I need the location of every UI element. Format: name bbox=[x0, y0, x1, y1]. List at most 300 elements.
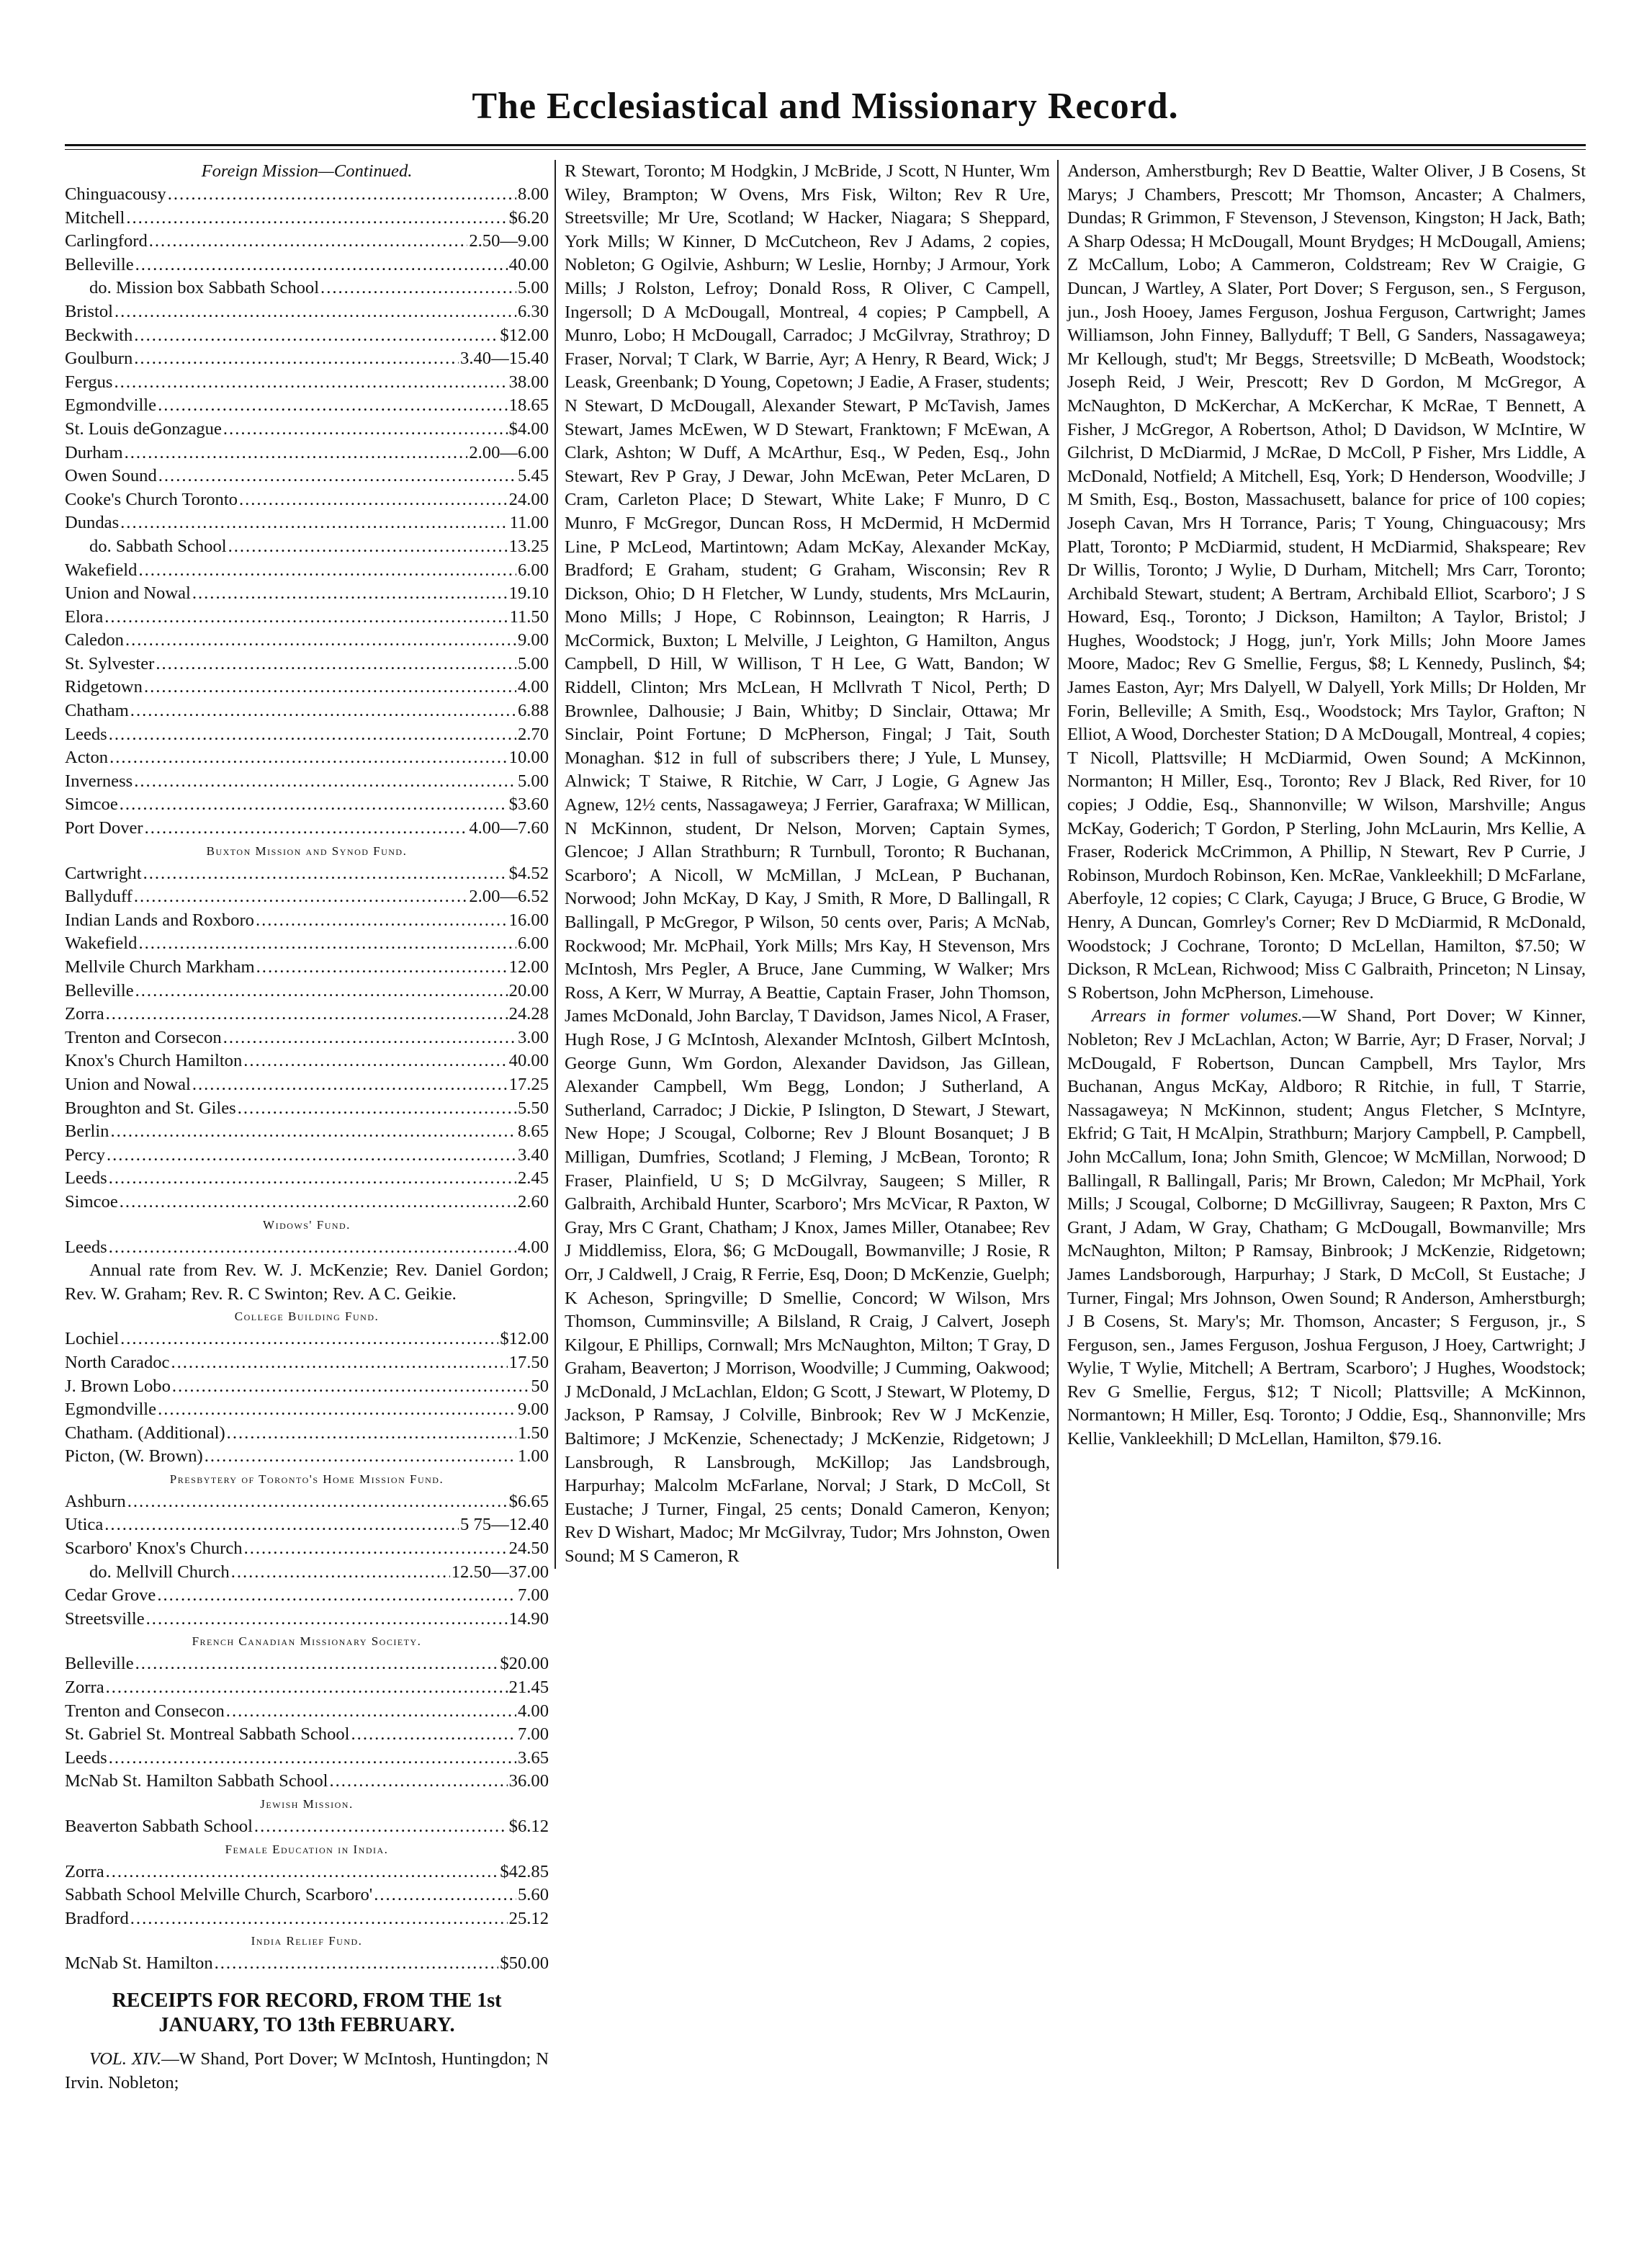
ledger-row bbox=[65, 1351, 549, 1375]
ledger-amount: 1.50 bbox=[517, 1423, 549, 1443]
ledger-leader-dots bbox=[134, 770, 516, 794]
title-rule bbox=[65, 144, 1586, 150]
ledger-leader-dots bbox=[239, 488, 508, 512]
ledger-name: Leeds bbox=[65, 1168, 107, 1188]
ledger-name: Acton bbox=[65, 748, 109, 768]
ledger-amount: 2.00—6.00 bbox=[469, 442, 549, 462]
ledger-leader-dots bbox=[223, 418, 508, 442]
ledger-leader-dots bbox=[192, 582, 508, 606]
ledger-name: Bristol bbox=[65, 301, 113, 321]
ledger-leader-dots bbox=[134, 347, 459, 371]
ledger-leader-dots bbox=[134, 324, 498, 348]
ledger-row bbox=[65, 1770, 549, 1794]
ledger-amount: 17.25 bbox=[508, 1074, 549, 1094]
ledger-name: Wakefield bbox=[65, 934, 138, 954]
ledger-leader-dots bbox=[374, 1884, 516, 1907]
ledger-name: Carlingford bbox=[65, 231, 148, 251]
ledger-name: Mitchell bbox=[65, 207, 125, 228]
ledger-leader-dots bbox=[158, 394, 508, 418]
ledger-row bbox=[65, 1003, 549, 1026]
ledger-row bbox=[65, 1861, 549, 1884]
ledger-leader-dots bbox=[243, 1049, 507, 1073]
ledger-leader-dots bbox=[227, 1422, 516, 1446]
ledger-leader-dots bbox=[104, 1513, 459, 1537]
ledger-leader-dots bbox=[125, 629, 516, 653]
ledger-row bbox=[65, 1676, 549, 1700]
ledger-row bbox=[65, 582, 549, 606]
ledger-name: Wakefield bbox=[65, 560, 138, 580]
ledger-leader-dots bbox=[351, 1723, 516, 1747]
ledger-leader-dots bbox=[106, 1676, 508, 1700]
ledger-presbytery-fund bbox=[65, 1490, 549, 1631]
ledger-name: Port Dover bbox=[65, 818, 143, 838]
ledger-row bbox=[65, 980, 549, 1003]
widows-fund-heading: Widows' Fund. bbox=[263, 1217, 351, 1232]
ledger-leader-dots bbox=[171, 1351, 507, 1375]
ledger-amount: $42.85 bbox=[500, 1861, 549, 1881]
ledger-row bbox=[65, 606, 549, 630]
ledger-name: Leeds bbox=[65, 1237, 107, 1257]
ledger-row bbox=[65, 746, 549, 770]
ledger-amount: 7.00 bbox=[517, 1724, 549, 1745]
ledger-row bbox=[65, 1049, 549, 1073]
ledger-leader-dots bbox=[238, 1097, 516, 1121]
ledger-amount: 40.00 bbox=[508, 254, 549, 274]
ledger-amount: 36.00 bbox=[508, 1771, 549, 1791]
ledger-amount: 8.00 bbox=[517, 184, 549, 204]
vol-label: VOL. XIV. bbox=[89, 2049, 162, 2069]
ledger-name: J. Brown Lobo bbox=[65, 1376, 171, 1396]
ledger-amount: 5.50 bbox=[517, 1098, 549, 1118]
ledger-row bbox=[65, 1398, 549, 1422]
ledger-name: Bradford bbox=[65, 1908, 129, 1928]
ledger-name: Dundas bbox=[65, 513, 120, 533]
ledger-row bbox=[65, 418, 549, 442]
ledger-row bbox=[65, 1097, 549, 1121]
ledger-name: Belleville bbox=[65, 980, 134, 1000]
ledger-amount: 6.88 bbox=[517, 701, 549, 721]
ledger-name: Belleville bbox=[65, 1654, 134, 1674]
ledger-amount: 5.00 bbox=[517, 278, 549, 298]
ledger-amount: 3.40—15.40 bbox=[460, 349, 549, 369]
ledger-leader-dots bbox=[172, 1375, 530, 1399]
ledger-name: Leeds bbox=[65, 724, 107, 744]
ledger-leader-dots bbox=[107, 1144, 516, 1168]
ledger-amount: 5.00 bbox=[517, 653, 549, 673]
ledger-leader-dots bbox=[104, 606, 508, 630]
ledger-name: Durham bbox=[65, 442, 123, 462]
ledger-amount: $4.00 bbox=[508, 418, 549, 439]
ledger-amount: 3.00 bbox=[517, 1027, 549, 1047]
ledger-row bbox=[65, 723, 549, 747]
ledger-leader-dots bbox=[231, 1561, 450, 1585]
ledger-row bbox=[65, 207, 549, 230]
ledger-amount: $6.20 bbox=[508, 207, 549, 228]
ledger-leader-dots bbox=[130, 699, 516, 723]
column-subscribers-middle bbox=[555, 160, 1059, 1569]
receipts-heading: RECEIPTS FOR RECORD, FROM THE 1st JANUARY, TO 13th FEBRUARY. bbox=[112, 1989, 502, 2036]
ledger-jewish-mission bbox=[65, 1815, 549, 1839]
ledger-leader-dots bbox=[329, 1770, 507, 1794]
ledger-row bbox=[65, 347, 549, 371]
ledger-amount: 4.00 bbox=[517, 1701, 549, 1721]
ledger-amount: 6.30 bbox=[517, 301, 549, 321]
female-education-heading: Female Education in India. bbox=[225, 1842, 389, 1856]
ledger-row bbox=[65, 1490, 549, 1514]
ledger-amount: 1.00 bbox=[517, 1446, 549, 1467]
ledger-name: Trenton and Corsecon bbox=[65, 1027, 222, 1047]
ledger-name: Chinguacousy bbox=[65, 184, 166, 204]
ledger-leader-dots bbox=[138, 559, 516, 583]
ledger-name: Cartwright bbox=[65, 863, 142, 883]
ledger-name: Simcoe bbox=[65, 1191, 118, 1212]
jewish-mission-heading: Jewish Mission. bbox=[260, 1797, 354, 1811]
foreign-mission-heading: Foreign Mission—Continued. bbox=[201, 161, 413, 181]
ledger-row bbox=[65, 1561, 549, 1585]
ledger-amount: $3.60 bbox=[508, 794, 549, 815]
ledger-amount: 8.65 bbox=[517, 1122, 549, 1142]
ledger-row bbox=[65, 488, 549, 512]
ledger-french-canadian bbox=[65, 1652, 549, 1794]
ledger-row bbox=[65, 1884, 549, 1907]
ledger-amount: 3.40 bbox=[517, 1145, 549, 1165]
ledger-amount: 6.00 bbox=[517, 934, 549, 954]
ledger-leader-dots bbox=[130, 1907, 508, 1931]
column-receipts-ledger bbox=[65, 160, 555, 2095]
ledger-row bbox=[65, 511, 549, 535]
ledger-leader-dots bbox=[110, 1120, 516, 1144]
page bbox=[65, 85, 1586, 2095]
ledger-row bbox=[65, 1723, 549, 1747]
arrears-text: —W Shand, Port Dover; W Kinner, Nobleton; Rev J McLachlan, Acton; W Barrie, Ayr; D Fraser, Norval; J McDougald, F Robertson, Duncan Campbell, Mrs Taylor, Mrs Buchanan, Angus McKay, Aldboro; R Ritchie, in full, T Starrie, Nassagaweya; N McKinnon, student; Angus Fletcher, S McIntyre, Ekfrid; G Tait, H McAlpin, Strathburn; Marjory Campbell, P. Campbell, John McCallum, Iona; John Smith, Glencoe; W McMillan, Norwood; D Ballingall, R Ballingall, Paris; Mr Brown, Caledon; Mr McPhail, York Mills; J Scougal, Colborne; D McGillivray, Saugeen; R Paxton, Mrs C Grant, J Adam, W Gray, Chatham; G McDougall, Bowmanville; Mrs McNaughton, Milton; P Ramsay, Binbrook; J McKenzie, Ridgetown; James Landsborough, Harpurhay; J Stark, D McColl, St Eustache; J Turner, Fingal; Mrs Johnson, Owen Sound; R Anderson, Amherstburgh; J B Cosens, St. Mary's; Mr. Thomson, Ancaster; S Ferguson, jr., S Ferguson, sen., James Ferguson, Joshua Ferguson, J Hoey, Cartwright; J Wylie, T Wylie, Mitchell; A Bertram, Scarboro'; J Hughes, Woodstock; Rev G Smellie, Fergus, $12; T Nicoll; Plattsville; A McKinnon, Normantown; H Miller, Esq. Toronto; J Oddie, Esq., Shannonville; Mrs Kellie, Vankleekhill; D McLellan, Hamilton, $79.16. bbox=[1067, 1006, 1586, 1449]
ledger-name: Zorra bbox=[65, 1678, 104, 1698]
ledger-name: Inverness bbox=[65, 771, 133, 791]
india-relief-heading: India Relief Fund. bbox=[251, 1934, 363, 1948]
ledger-row bbox=[65, 932, 549, 956]
ledger-name: Lochiel bbox=[65, 1329, 120, 1349]
ledger-amount: 18.65 bbox=[508, 395, 549, 416]
ledger-leader-dots bbox=[215, 1952, 499, 1976]
ledger-leader-dots bbox=[205, 1445, 516, 1469]
ledger-leader-dots bbox=[156, 653, 516, 676]
ledger-row bbox=[65, 1328, 549, 1351]
ledger-amount: 11.00 bbox=[509, 513, 549, 533]
ledger-name: McNab St. Hamilton bbox=[65, 1953, 213, 1974]
ledger-name: Leeds bbox=[65, 1747, 107, 1768]
ledger-name: Zorra bbox=[65, 1004, 104, 1024]
ledger-amount: 20.00 bbox=[508, 980, 549, 1000]
ledger-buxton-mission bbox=[65, 862, 549, 1214]
ledger-amount: 6.00 bbox=[517, 560, 549, 580]
ledger-leader-dots bbox=[256, 909, 508, 933]
ledger-amount: $6.12 bbox=[508, 1817, 549, 1836]
ledger-leader-dots bbox=[106, 1861, 499, 1884]
ledger-leader-dots bbox=[244, 1537, 508, 1561]
arrears-label: Arrears in former volumes. bbox=[1092, 1006, 1303, 1026]
ledger-amount: $50.00 bbox=[500, 1953, 549, 1974]
ledger-widows-fund bbox=[65, 1236, 549, 1260]
presbytery-fund-heading: Presbytery of Toronto's Home Mission Fund. bbox=[169, 1472, 444, 1486]
ledger-amount: 4.00 bbox=[517, 677, 549, 697]
ledger-name: do. Sabbath School bbox=[89, 536, 227, 556]
ledger-leader-dots bbox=[120, 1191, 516, 1214]
ledger-row bbox=[65, 1537, 549, 1561]
ledger-name: Ashburn bbox=[65, 1491, 126, 1511]
ledger-leader-dots bbox=[157, 1584, 516, 1608]
ledger-row bbox=[65, 1236, 549, 1260]
column-subscribers-right bbox=[1059, 160, 1586, 1451]
ledger-row bbox=[65, 1422, 549, 1446]
ledger-name: Ridgetown bbox=[65, 677, 143, 697]
ledger-row bbox=[65, 1652, 549, 1676]
ledger-row bbox=[65, 1815, 549, 1839]
ledger-name: Cooke's Church Toronto bbox=[65, 489, 238, 509]
ledger-amount: 2.50—9.00 bbox=[469, 231, 549, 251]
ledger-row bbox=[65, 394, 549, 418]
ledger-amount: 11.50 bbox=[509, 606, 549, 627]
ledger-leader-dots bbox=[149, 230, 468, 254]
ledger-name: Elora bbox=[65, 606, 104, 627]
ledger-leader-dots bbox=[145, 817, 468, 841]
ledger-name: Mellvile Church Markham bbox=[65, 957, 255, 977]
page-title: The Ecclesiastical and Missionary Record. bbox=[472, 86, 1179, 127]
ledger-row bbox=[65, 1191, 549, 1214]
ledger-row bbox=[65, 1120, 549, 1144]
ledger-name: Indian Lands and Roxboro bbox=[65, 910, 254, 930]
ledger-name: McNab St. Hamilton Sabbath School bbox=[65, 1771, 328, 1791]
ledger-row bbox=[65, 676, 549, 699]
ledger-name: Goulburn bbox=[65, 349, 133, 369]
french-canadian-heading: French Canadian Missionary Society. bbox=[192, 1634, 422, 1649]
ledger-row bbox=[65, 183, 549, 207]
ledger-leader-dots bbox=[256, 956, 508, 980]
ledger-row bbox=[65, 535, 549, 559]
ledger-row bbox=[65, 1608, 549, 1631]
ledger-amount: 9.00 bbox=[517, 1400, 549, 1420]
ledger-amount: $6.65 bbox=[508, 1491, 549, 1511]
ledger-amount: 50 bbox=[531, 1376, 549, 1396]
ledger-female-education bbox=[65, 1861, 549, 1931]
ledger-row bbox=[65, 956, 549, 980]
ledger-amount: 21.45 bbox=[508, 1678, 549, 1698]
ledger-row bbox=[65, 862, 549, 886]
ledger-amount: 24.50 bbox=[508, 1539, 549, 1559]
ledger-name: Belleville bbox=[65, 254, 134, 274]
ledger-name: Utica bbox=[65, 1515, 104, 1535]
ledger-amount: 2.45 bbox=[517, 1168, 549, 1188]
ledger-name: do. Mission box Sabbath School bbox=[89, 278, 320, 298]
ledger-row bbox=[65, 1026, 549, 1050]
ledger-leader-dots bbox=[106, 1003, 508, 1026]
ledger-leader-dots bbox=[135, 980, 508, 1003]
ledger-leader-dots bbox=[109, 746, 508, 770]
ledger-row bbox=[65, 324, 549, 348]
ledger-amount: 4.00—7.60 bbox=[469, 818, 549, 838]
college-building-heading: College Building Fund. bbox=[234, 1309, 380, 1324]
ledger-foreign-mission bbox=[65, 183, 549, 841]
ledger-amount: $12.00 bbox=[500, 1329, 549, 1349]
ledger-amount: 24.00 bbox=[508, 489, 549, 509]
ledger-amount: 12.00 bbox=[508, 957, 549, 977]
ledger-row bbox=[65, 277, 549, 300]
ledger-amount: 19.10 bbox=[508, 583, 549, 604]
buxton-mission-heading: Buxton Mission and Synod Fund. bbox=[206, 843, 408, 858]
ledger-leader-dots bbox=[146, 1608, 508, 1631]
ledger-amount: 2.70 bbox=[517, 724, 549, 744]
ledger-college-building bbox=[65, 1328, 549, 1469]
ledger-leader-dots bbox=[228, 535, 508, 559]
ledger-leader-dots bbox=[254, 1815, 508, 1839]
ledger-leader-dots bbox=[120, 793, 508, 817]
ledger-name: Owen Sound bbox=[65, 466, 157, 486]
ledger-amount: 38.00 bbox=[508, 372, 549, 392]
ledger-name: Union and Nowal bbox=[65, 583, 191, 604]
ledger-name: Streetsville bbox=[65, 1608, 145, 1629]
ledger-leader-dots bbox=[115, 300, 516, 324]
ledger-row bbox=[65, 559, 549, 583]
ledger-row bbox=[65, 1747, 549, 1770]
ledger-amount: 7.00 bbox=[517, 1585, 549, 1606]
ledger-amount: 2.00—6.52 bbox=[469, 887, 549, 907]
ledger-name: Berlin bbox=[65, 1122, 109, 1142]
ledger-leader-dots bbox=[158, 1398, 516, 1422]
ledger-row bbox=[65, 1445, 549, 1469]
ledger-row bbox=[65, 442, 549, 465]
ledger-leader-dots bbox=[138, 932, 516, 956]
ledger-name: Broughton and St. Giles bbox=[65, 1098, 236, 1118]
ledger-name: Egmondville bbox=[65, 1400, 157, 1420]
ledger-row bbox=[65, 699, 549, 723]
ledger-leader-dots bbox=[144, 676, 516, 699]
ledger-name: Chatham bbox=[65, 701, 129, 721]
ledger-leader-dots bbox=[120, 511, 508, 535]
ledger-name: Cedar Grove bbox=[65, 1585, 156, 1606]
ledger-name: Beckwith bbox=[65, 325, 133, 345]
ledger-leader-dots bbox=[135, 254, 508, 277]
ledger-leader-dots bbox=[109, 723, 516, 747]
ledger-row bbox=[65, 230, 549, 254]
ledger-leader-dots bbox=[125, 442, 468, 465]
ledger-amount: 16.00 bbox=[508, 910, 549, 930]
ledger-row bbox=[65, 817, 549, 841]
ledger-amount: 40.00 bbox=[508, 1051, 549, 1071]
ledger-amount: $12.00 bbox=[500, 325, 549, 345]
ledger-amount: 5.00 bbox=[517, 771, 549, 791]
ledger-row bbox=[65, 1952, 549, 1976]
ledger-amount: 5.60 bbox=[517, 1885, 549, 1905]
ledger-name: Picton, (W. Brown) bbox=[65, 1446, 203, 1467]
subscriber-list-right: Anderson, Amherstburgh; Rev D Beattie, Walter Oliver, J B Cosens, St Marys; J Chambers, Prescott; Mr Thomson, Ancaster; A Chalmers, Dundas; R Grimmon, F Stevenson, J Stevenson, Kingston; H Jack, Bath; A Sharp Odessa; H McDougall, Mount Brydges; H McDougall, Amiens; Z McCallum, Lobo; A Cammeron, Coldstream; Rev W Craigie, G Duncan, J Wartley, A Slater, Port Dover; S Ferguson, sen., S Ferguson, jun., Josh Hooey, James Ferguson, Joshua Ferguson, Cartwright; James Williamson, John Finney, Ballyduff; T Bell, G Sanders, Nassagaweya; Mr Kellough, stud't; Mr Beggs, Streetsville; D McBeath, Woodstock; Joseph Reid, J Weir, Prescott; Rev D Gordon, M McGregor, A McNaughton, D McKerchar, A McKerchar, K McRae, T Bennett, A Fisher, J McGregor, A Robertson, Athol; D Davidson, W McIntire, W Gilchrist, D McDiarmid, J McRae, D McColl, P Fisher, Mrs Liddle, A McDonald, Notfield; A Mitchell, Esq, York; D Henderson, Woodville; J M Smith, Esq., Boston, Massachusett, balance for price of 100 copies; Joseph Cavan, Mrs H Torrance, Paris; T Young, Chinguacousy; Mrs Platt, Toronto; P McDiarmid, student, H McDiarmid, Shakspeare; Rev Dr Willis, Toronto; J Wylie, D Durham, Mitchell; Mrs Carr, Toronto; Archibald Stewart, student; A Bertram, Archibald Elliot, Scarboro'; J S Howard, Esq., Toronto; J Dickson, Hamilton; A Taylor, Bristol; J Hughes, Woodstock; J Hogg, jun'r, York Mills; John Moore James Moore, Madoc; Rev G Smellie, Fergus, $8; L Kennedy, Puslinch, $4; James Easton, Ayr; Mrs Dalyell, W Dalyell, York Mills; Dr Holden, Mr Forin, Belleville; A Smith, Esq., Woodstock; Mrs Taylor, Grafton; N Elliot, A Wood, Dorchester Station; D A McDougall, Montreal, 4 copies; T Nicoll, Plattsville; H McDiarmid, Owen Sound; A McKinnon, Normanton; H Miller, Esq., Toronto; Rev J Black, Red River, for 10 copies; J Oddie, Esq., Shannonville; W Wilson, Marshville; Angus McKay, Goderich; T Gordon, P Sterling, John McLaurin, Mrs Kellie, A Fraser, Roderick McCrimmon, A Phillip, N Stewart, Rev P Currie, J Robinson, Murdoch Robinson, Ken. McRae, Vankleekhill; D McFarlane, Aberfoyle, 12 copies; C Clark, Cayuga; J Bruce, G Bruce, G Brodie, W Henry, A Duncan, Gomrley's Corner; Rev D McDiarmid, R McDonald, Woodstock; J Cochrane, Toronto; D McLellan, Hamilton, $7.50; W Dickson, R McLean, Richwood; Miss C Galbraith, Princeton; N Linsay, S Robertson, John McPherson, Limehouse. bbox=[1067, 161, 1586, 1003]
ledger-row bbox=[65, 770, 549, 794]
ledger-name: Chatham. (Additional) bbox=[65, 1423, 225, 1443]
ledger-name: do. Mellvill Church bbox=[89, 1562, 230, 1582]
ledger-leader-dots bbox=[126, 207, 507, 230]
ledger-row bbox=[65, 629, 549, 653]
ledger-leader-dots bbox=[226, 1700, 516, 1724]
ledger-row bbox=[65, 1167, 549, 1191]
ledger-amount: 3.65 bbox=[517, 1747, 549, 1768]
ledger-row bbox=[65, 371, 549, 395]
ledger-leader-dots bbox=[109, 1747, 516, 1770]
ledger-amount: 17.50 bbox=[508, 1352, 549, 1372]
ledger-amount: $4.52 bbox=[508, 863, 549, 883]
ledger-india-relief bbox=[65, 1952, 549, 1976]
ledger-row bbox=[65, 1073, 549, 1097]
ledger-leader-dots bbox=[109, 1236, 516, 1260]
ledger-row bbox=[65, 909, 549, 933]
ledger-leader-dots bbox=[120, 1328, 498, 1351]
ledger-leader-dots bbox=[223, 1026, 516, 1050]
ledger-name: St. Louis deGonzague bbox=[65, 418, 222, 439]
ledger-name: St. Sylvester bbox=[65, 653, 155, 673]
ledger-amount: 4.00 bbox=[517, 1237, 549, 1257]
vol-xiv-paragraph bbox=[65, 2048, 549, 2095]
ledger-name: St. Gabriel St. Montreal Sabbath School bbox=[65, 1724, 350, 1745]
ledger-amount: 14.90 bbox=[508, 1608, 549, 1629]
ledger-name: Zorra bbox=[65, 1861, 104, 1881]
ledger-row bbox=[65, 300, 549, 324]
ledger-amount: $20.00 bbox=[500, 1654, 549, 1674]
ledger-name: North Caradoc bbox=[65, 1352, 170, 1372]
ledger-leader-dots bbox=[320, 277, 516, 300]
ledger-leader-dots bbox=[134, 885, 468, 909]
arrears-paragraph bbox=[1067, 1005, 1586, 1451]
ledger-row bbox=[65, 1513, 549, 1537]
ledger-row bbox=[65, 465, 549, 488]
ledger-leader-dots bbox=[135, 1652, 499, 1676]
ledger-leader-dots bbox=[168, 183, 516, 207]
ledger-leader-dots bbox=[127, 1490, 508, 1514]
ledger-name: Scarboro' Knox's Church bbox=[65, 1539, 243, 1559]
ledger-amount: 24.28 bbox=[508, 1004, 549, 1024]
ledger-name: Sabbath School Melville Church, Scarboro' bbox=[65, 1885, 373, 1905]
columns bbox=[65, 160, 1586, 2095]
ledger-name: Percy bbox=[65, 1145, 105, 1165]
ledger-amount: 12.50—37.00 bbox=[451, 1562, 549, 1582]
ledger-row bbox=[65, 653, 549, 676]
ledger-name: Simcoe bbox=[65, 794, 118, 815]
ledger-name: Knox's Church Hamilton bbox=[65, 1051, 243, 1071]
ledger-name: Fergus bbox=[65, 372, 113, 392]
ledger-leader-dots bbox=[158, 465, 516, 488]
ledger-row bbox=[65, 1907, 549, 1931]
ledger-name: Beaverton Sabbath School bbox=[65, 1817, 253, 1836]
ledger-row bbox=[65, 793, 549, 817]
ledger-name: Trenton and Consecon bbox=[65, 1701, 225, 1721]
ledger-name: Caledon bbox=[65, 630, 124, 650]
ledger-leader-dots bbox=[192, 1073, 508, 1097]
ledger-leader-dots bbox=[109, 1167, 516, 1191]
ledger-amount: 25.12 bbox=[508, 1908, 549, 1928]
ledger-amount: 5 75—12.40 bbox=[460, 1515, 549, 1535]
ledger-amount: 13.25 bbox=[508, 536, 549, 556]
ledger-name: Ballyduff bbox=[65, 887, 133, 907]
ledger-row bbox=[65, 1144, 549, 1168]
ledger-row bbox=[65, 1584, 549, 1608]
ledger-name: Egmondville bbox=[65, 395, 157, 416]
ledger-name: Union and Nowal bbox=[65, 1074, 191, 1094]
ledger-row bbox=[65, 1700, 549, 1724]
ledger-row bbox=[65, 1375, 549, 1399]
ledger-row bbox=[65, 254, 549, 277]
ledger-amount: 10.00 bbox=[508, 748, 549, 768]
ledger-leader-dots bbox=[143, 862, 508, 886]
vol-text: —W Shand, Port Dover; W McIntosh, Huntingdon; N Irvin. Nobleton; bbox=[65, 2049, 549, 2092]
ledger-amount: 9.00 bbox=[517, 630, 549, 650]
annual-rate-note: Annual rate from Rev. W. J. McKenzie; Rev. Daniel Gordon; Rev. W. Graham; Rev. R. C Swinton; Rev. A C. Geikie. bbox=[65, 1261, 549, 1304]
ledger-row bbox=[65, 885, 549, 909]
ledger-amount: 5.45 bbox=[517, 466, 549, 486]
